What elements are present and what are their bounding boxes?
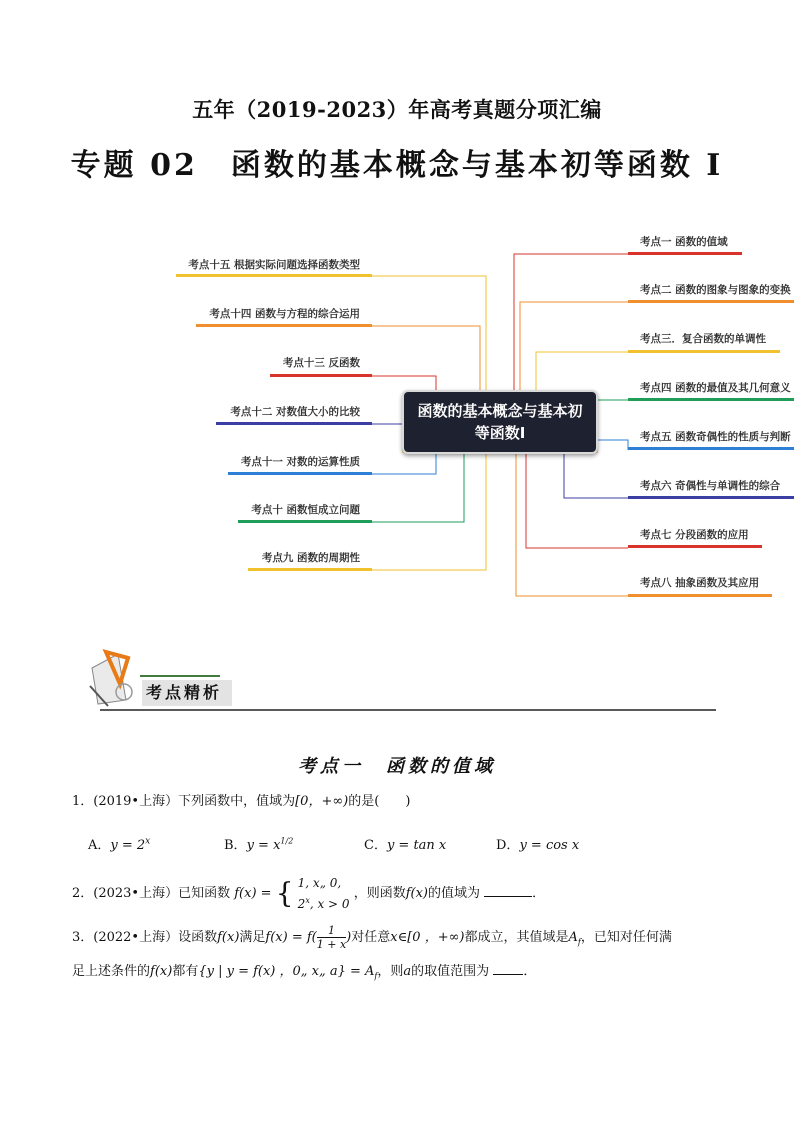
question-3-frac-den: 1 + x	[316, 938, 347, 951]
question-3-line2-end: ．	[523, 964, 537, 979]
question-3-A: A	[568, 930, 578, 945]
option-b	[224, 834, 293, 853]
question-3-x: x∈[0 ，+∞)	[390, 930, 465, 945]
node-bar-left-11	[228, 472, 372, 475]
question-3-mid: 满足	[239, 930, 266, 945]
answer-blank-3[interactable]	[493, 962, 523, 975]
node-bar-right-3	[628, 350, 780, 353]
question-3-frac-num: 1	[317, 924, 346, 938]
question-3-line2-a: a	[403, 964, 412, 979]
node-right-1: 考点一 函数的值域	[640, 236, 728, 248]
node-left-9: 考点九 函数的周期性	[261, 552, 360, 564]
mind-map-center: 函数的基本概念与基本初等函数I	[402, 390, 598, 454]
node-left-12: 考点十二 对数值大小的比较	[230, 406, 360, 418]
node-bar-right-6	[628, 496, 794, 499]
option-c-expr: y = tan x	[386, 838, 447, 853]
question-3-close: )	[346, 930, 352, 945]
node-bar-right-4	[628, 398, 794, 401]
node-bar-right-5	[628, 447, 794, 450]
question-2-case2-rest: , x > 0	[309, 897, 350, 911]
question-1	[72, 792, 410, 812]
option-d-expr: y = cos x	[519, 838, 580, 853]
node-left-13: 考点十三 反函数	[282, 357, 360, 369]
node-right-5: 考点五 函数奇偶性的性质与判断	[640, 431, 791, 443]
connector-right-1	[514, 254, 628, 412]
connector-right-8	[516, 452, 628, 596]
question-3-tail: 都成立，其值域是	[464, 930, 569, 945]
question-3-prefix: 3．(2022•上海）设函数	[72, 930, 218, 945]
node-right-4: 考点四 函数的最值及其几何意义	[640, 382, 791, 394]
question-1-interval: [0，+∞)	[295, 794, 349, 809]
connector-left-10	[372, 450, 464, 522]
option-a-letter: A．	[88, 838, 111, 853]
node-bar-left-9	[248, 568, 372, 571]
question-2-func2: f(x)	[405, 886, 428, 901]
option-c	[364, 834, 446, 853]
question-2-prefix: 2．(2023•上海）已知函数	[72, 886, 231, 901]
question-3-eq: f(x) = f(	[265, 930, 317, 945]
option-b-expr: y = x	[246, 838, 281, 853]
option-b-sup: 1/2	[280, 836, 294, 846]
question-3-line2-set-sub: f	[374, 971, 378, 981]
connector-right-5	[598, 440, 628, 450]
question-2-end: ．	[532, 886, 546, 901]
question-3-line2-f: f(x)	[150, 964, 173, 979]
question-2	[72, 874, 545, 913]
node-right-6: 考点六 奇偶性与单调性的综合	[640, 480, 781, 492]
question-3-line2-set: {y | y = f(x) ，0„ x„ a} = A	[198, 964, 375, 979]
option-a-sup: x	[145, 836, 151, 847]
question-3-rest: 对任意	[351, 930, 391, 945]
question-2-case1: 1, x„ 0,	[297, 876, 342, 890]
section-label: 考点精析	[146, 683, 223, 702]
document-title: 五年（2019-2023）年高考真题分项汇编	[192, 97, 602, 122]
answer-blank-2[interactable]	[484, 884, 532, 897]
question-2-cases	[298, 874, 350, 913]
question-3-line-1	[72, 924, 672, 953]
question-1-suffix: 的是( )	[348, 794, 411, 809]
node-right-3: 考点三．复合函数的单调性	[640, 333, 766, 345]
question-2-mid: ，则函数	[353, 886, 406, 901]
option-d-letter: D．	[496, 838, 520, 853]
connector-left-9	[372, 452, 486, 570]
node-bar-right-8	[628, 594, 772, 597]
node-bar-right-1	[628, 252, 742, 255]
question-1-prefix: 1．(2019•上海）下列函数中，值域为	[72, 794, 296, 809]
question-2-func: f(x) =	[234, 886, 272, 901]
node-bar-left-15	[176, 274, 372, 277]
node-bar-left-14	[196, 324, 372, 327]
question-3-line2-prefix: 足上述条件的	[72, 964, 151, 979]
ruler-compass-icon	[90, 652, 132, 706]
node-bar-right-2	[628, 300, 794, 303]
option-b-letter: B．	[224, 838, 247, 853]
question-3-fraction	[317, 924, 346, 951]
node-right-2: 考点二 函数的图象与图象的变换	[640, 284, 791, 296]
node-bar-right-7	[628, 545, 762, 548]
question-3-A-sub: f	[577, 937, 581, 947]
option-a	[88, 834, 150, 853]
option-c-letter: C．	[364, 838, 387, 853]
node-bar-left-12	[216, 422, 372, 425]
question-3-end: ，已知对任何满	[580, 930, 672, 945]
node-left-15: 考点十五 根据实际问题选择函数类型	[188, 259, 360, 271]
node-bar-left-13	[270, 374, 372, 377]
question-2-brace: {	[275, 876, 294, 910]
question-2-suffix: 的值域为	[428, 886, 481, 901]
question-3-line2-rest: ，则	[377, 964, 404, 979]
node-left-14: 考点十四 函数与方程的综合运用	[209, 308, 360, 320]
option-d	[496, 834, 579, 853]
node-bar-left-10	[238, 520, 372, 523]
connector-right-7	[526, 450, 628, 548]
question-2-case2-base: 2	[297, 897, 306, 911]
document-subtitle: 专题 02 函数的基本概念与基本初等函数 I	[70, 148, 724, 183]
topic-heading: 考点一 函数的值域	[298, 756, 496, 777]
question-3-line2-tail: 的取值范围为	[411, 964, 490, 979]
node-left-11: 考点十一 对数的运算性质	[240, 456, 360, 468]
node-right-7: 考点七 分段函数的应用	[640, 529, 749, 541]
question-2-case2-sup: x	[305, 896, 310, 905]
question-3-line-2	[72, 962, 536, 987]
question-3-line2-mid: 都有	[172, 964, 199, 979]
node-left-10: 考点十 函数恒成立问题	[251, 504, 360, 516]
question-3-f: f(x)	[217, 930, 240, 945]
node-right-8: 考点八 抽象函数及其应用	[640, 577, 760, 589]
option-a-expr: y = 2	[110, 838, 146, 853]
